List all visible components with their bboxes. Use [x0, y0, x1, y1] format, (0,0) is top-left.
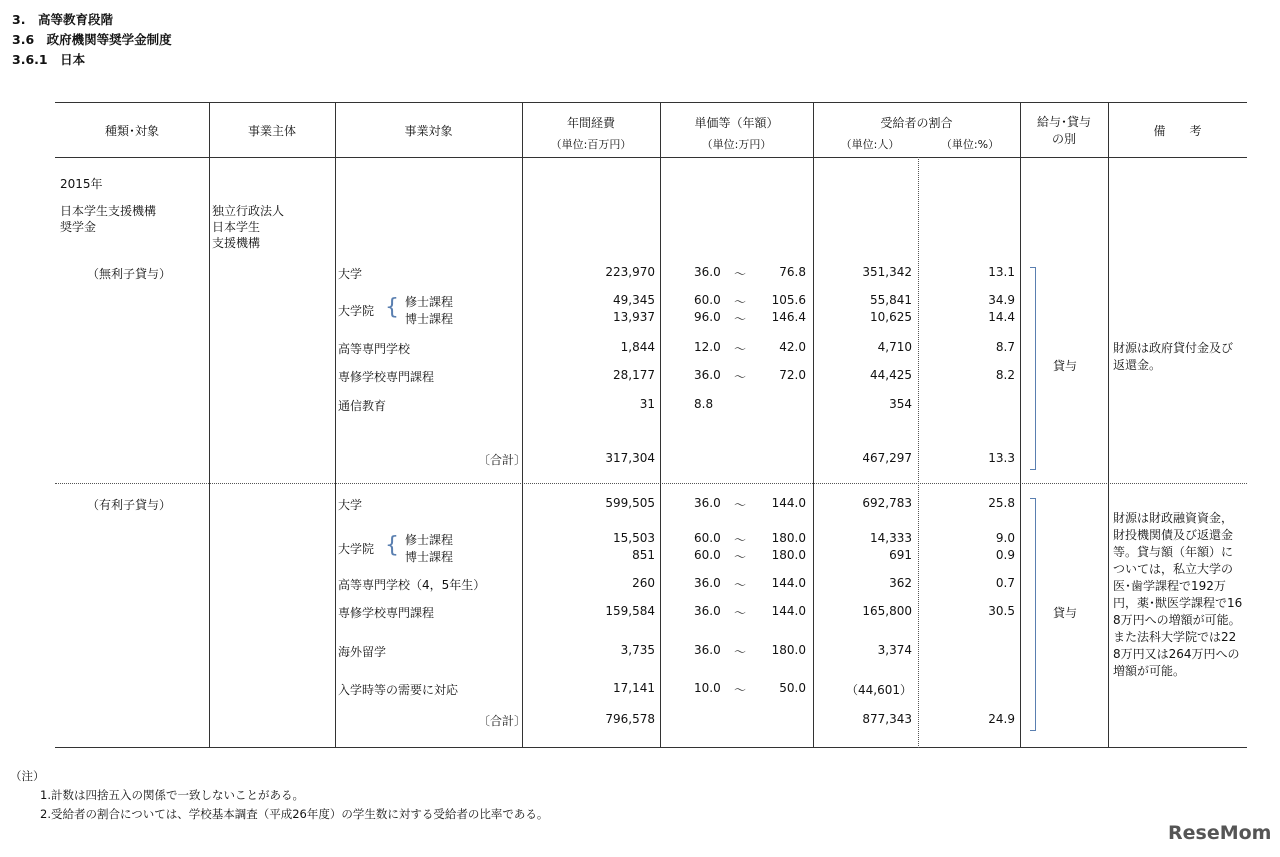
section-label: （無利子貸与） [87, 267, 172, 281]
target-label: 修士課程 [405, 533, 454, 547]
operator-name: 独立行政法人 日本学生 支援機構 [212, 204, 285, 250]
unit-price-high: 50.0 [779, 681, 806, 695]
tilde: ～ [734, 606, 747, 620]
annual-cost: 599,505 [605, 496, 655, 510]
header-ratio-people: （単位:人） [840, 138, 900, 151]
recipients-count: 10,625 [870, 310, 912, 324]
annual-cost: 317,304 [605, 451, 655, 465]
unit-price-low: 60.0 [694, 293, 721, 307]
note-1: 1.計数は四捨五入の関係で一致しないことがある。 [40, 788, 304, 802]
tilde: ～ [734, 533, 747, 547]
unit-price-low: 36.0 [694, 265, 721, 279]
year-label: 2015年 [60, 177, 103, 191]
annual-cost: 1,844 [620, 340, 655, 354]
header-remarks: 備 考 [1153, 124, 1202, 138]
bracket-line [1030, 498, 1036, 731]
annual-cost: 851 [632, 548, 655, 562]
header-cost: 年間経費 [566, 116, 615, 130]
target-label: 大学 [338, 498, 363, 512]
bracket-line [1030, 267, 1036, 470]
header-ratio: 受給者の割合 [880, 116, 953, 130]
recipients-count: （44,601） [846, 683, 912, 697]
tilde: ～ [734, 578, 747, 592]
remarks: 財源は政府貸付金及び返還金。 [1113, 341, 1234, 372]
recipients-count: 351,342 [862, 265, 912, 279]
heading-subsection: 3.6 政府機関等奨学金制度 [12, 32, 172, 47]
annual-cost: 15,503 [613, 531, 655, 545]
tilde: ～ [734, 267, 747, 281]
unit-price-high: 42.0 [779, 340, 806, 354]
notes-title: （注） [10, 769, 45, 783]
annual-cost: 17,141 [613, 681, 655, 695]
header-unit-price: 単価等（年額） [694, 116, 779, 130]
target-label: 博士課程 [405, 312, 454, 326]
recipients-count: 14,333 [870, 531, 912, 545]
loan-kind: 貸与 [1053, 359, 1078, 373]
unit-price-low: 36.0 [694, 368, 721, 382]
recipients-count: 55,841 [870, 293, 912, 307]
heading-section: 3. 高等教育段階 [12, 12, 113, 27]
annual-cost: 159,584 [605, 604, 655, 618]
annual-cost: 13,937 [613, 310, 655, 324]
unit-price-low: 60.0 [694, 531, 721, 545]
unit-price-low: 36.0 [694, 643, 721, 657]
recipients-pct: 24.9 [988, 712, 1015, 726]
recipients-pct: 25.8 [988, 496, 1015, 510]
unit-price-high: 180.0 [771, 548, 806, 562]
tilde: ～ [734, 550, 747, 564]
unit-price-high: 72.0 [779, 368, 806, 382]
watermark-logo: ReseMom [1168, 822, 1272, 844]
tilde: ～ [734, 312, 747, 326]
target-label: 高等専門学校（4，5年生） [338, 578, 486, 592]
recipients-pct: 30.5 [988, 604, 1015, 618]
recipients-count: 877,343 [862, 712, 912, 726]
brace-icon: { [385, 533, 399, 558]
recipients-pct: 8.7 [995, 340, 1015, 354]
heading-country: 3.6.1 日本 [12, 52, 86, 67]
header-unit-price-unit: （単位:万円） [701, 138, 772, 151]
recipients-count: 692,783 [862, 496, 912, 510]
target-label: 修士課程 [405, 295, 454, 309]
target-label: 海外留学 [338, 645, 387, 659]
annual-cost: 31 [639, 397, 655, 411]
recipients-count: 3,374 [877, 643, 912, 657]
header-cost-unit: （単位:百万円） [550, 138, 632, 151]
unit-price-low: 36.0 [694, 496, 721, 510]
unit-price-high: 144.0 [771, 604, 806, 618]
unit-price-low: 10.0 [694, 681, 721, 695]
recipients-pct: 13.1 [988, 265, 1015, 279]
annual-cost: 223,970 [605, 265, 655, 279]
recipients-pct: 0.9 [995, 548, 1015, 562]
recipients-count: 362 [889, 576, 912, 590]
tilde: ～ [734, 342, 747, 356]
remarks: 財源は財政融資資金，財投機関債及び返還金等。貸与額（年額）については，私立大学の医･歯学課程で192万円，薬･獣医学課程で168万円への増額が可能。また法科大学院では228万円又は264万円への増額が可能。 [1113, 511, 1243, 678]
loan-kind: 貸与 [1053, 606, 1078, 620]
annual-cost: 49,345 [613, 293, 655, 307]
tilde: ～ [734, 645, 747, 659]
total-label: 〔合計〕 [478, 714, 527, 728]
tilde: ～ [734, 295, 747, 309]
unit-price-low: 8.8 [694, 397, 714, 411]
target-label: 専修学校専門課程 [338, 370, 435, 384]
annual-cost: 3,735 [620, 643, 655, 657]
target-label: 入学時等の需要に対応 [338, 683, 459, 697]
annual-cost: 28,177 [613, 368, 655, 382]
tilde: ～ [734, 370, 747, 384]
grad-label: 大学院 [338, 542, 375, 556]
annual-cost: 796,578 [605, 712, 655, 726]
note-2: 2.受給者の割合については、学校基本調査（平成26年度）の学生数に対する受給者の比率である。 [40, 807, 549, 821]
program-name: 日本学生支援機構 奨学金 [60, 204, 157, 234]
recipients-count: 165,800 [862, 604, 912, 618]
unit-price-high: 76.8 [779, 265, 806, 279]
header-type: 種類･対象 [104, 124, 159, 138]
unit-price-low: 36.0 [694, 576, 721, 590]
recipients-count: 354 [889, 397, 912, 411]
header-target: 事業対象 [404, 124, 453, 138]
recipients-pct: 8.2 [995, 368, 1015, 382]
grad-label: 大学院 [338, 304, 375, 318]
recipients-count: 44,425 [870, 368, 912, 382]
header-ratio-pct: （単位:%） [940, 138, 1000, 151]
header-operator: 事業主体 [247, 124, 296, 138]
recipients-pct: 14.4 [988, 310, 1015, 324]
unit-price-high: 180.0 [771, 531, 806, 545]
recipients-pct: 9.0 [995, 531, 1015, 545]
target-label: 博士課程 [405, 550, 454, 564]
target-label: 大学 [338, 267, 363, 281]
recipients-count: 467,297 [862, 451, 912, 465]
unit-price-high: 144.0 [771, 496, 806, 510]
unit-price-high: 144.0 [771, 576, 806, 590]
unit-price-low: 12.0 [694, 340, 721, 354]
target-label: 専修学校専門課程 [338, 606, 435, 620]
unit-price-high: 180.0 [771, 643, 806, 657]
recipients-pct: 0.7 [995, 576, 1015, 590]
recipients-pct: 34.9 [988, 293, 1015, 307]
recipients-count: 4,710 [877, 340, 912, 354]
recipients-count: 691 [889, 548, 912, 562]
annual-cost: 260 [632, 576, 655, 590]
unit-price-high: 146.4 [771, 310, 806, 324]
unit-price-low: 36.0 [694, 604, 721, 618]
header-kind: 給与･貸与 の別 [1036, 115, 1091, 146]
unit-price-low: 96.0 [694, 310, 721, 324]
brace-icon: { [385, 295, 399, 320]
recipients-pct: 13.3 [988, 451, 1015, 465]
tilde: ～ [734, 683, 747, 697]
unit-price-high: 105.6 [771, 293, 806, 307]
target-label: 通信教育 [338, 399, 387, 413]
unit-price-low: 60.0 [694, 548, 721, 562]
total-label: 〔合計〕 [478, 453, 527, 467]
tilde: ～ [734, 498, 747, 512]
section-label: （有利子貸与） [87, 498, 172, 512]
target-label: 高等専門学校 [338, 342, 411, 356]
